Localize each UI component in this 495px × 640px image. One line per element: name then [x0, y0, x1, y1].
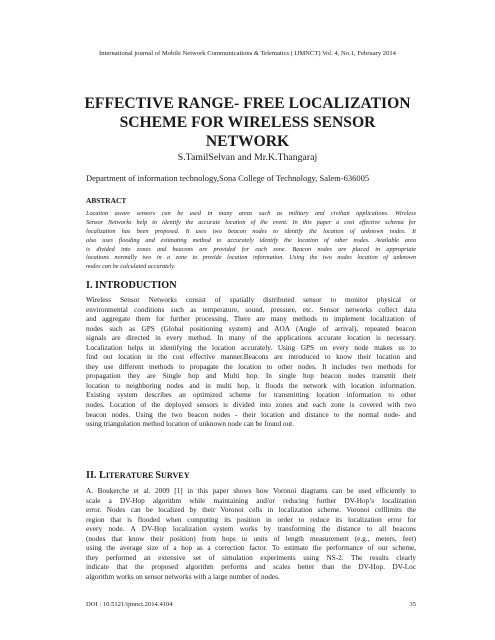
page-number: 35: [409, 601, 416, 608]
body-line: error. Nodes can be localized by their Voronoi cells in localization scheme. Voronoi celllimits the: [86, 506, 416, 515]
abstract-line: is divided into zones and beacons are provided for each zone. Beacon nodes are placed in appropriate: [86, 245, 416, 253]
body-line: environmental conditions such as temperature, sound, pressure, etc. Sensor networks collect data: [86, 305, 416, 314]
body-line: algorithm works on sensor networks with a large number of nodes.: [86, 572, 280, 581]
affiliation: Department of information technology,Sona College of Technology, Salem-636005: [86, 173, 370, 183]
abstract-line: localization has been proposed. It uses two beacon nodes to identify the location of unknown nodes. It: [86, 227, 416, 235]
abstract-body: [86, 210, 416, 272]
body-line: propagation they are Single hop and Multi hop. In single hop beacon nodes transmit their: [86, 372, 416, 381]
title-line: NETWORK: [205, 133, 290, 150]
title-line: SCHEME FOR WIRELESS SENSOR: [119, 114, 376, 131]
body-line: location to neighboring nodes and in multi hop, it floods the network with location information.: [86, 381, 416, 390]
body-line: they use different methods to propagate the location to other nodes. It includes two methods for: [86, 362, 416, 371]
journal-header: International journal of Mobile Network Communications & Telematics ( IJMNCT) Vol. 4, No.1, February 2014: [99, 50, 396, 57]
abstract-line: Sensor Networks help to identify the accurate location of the event. In this paper a cost effective schema for: [86, 218, 416, 226]
body-line: using triangulation method location of unknown node can be found out.: [86, 420, 294, 429]
body-line: find out location in the cost effective manner.Beacons are introduced to know their location and: [86, 353, 416, 362]
body-line: Wireless Sensor Networks consist of spatially distributed sensor to monitor physical or: [86, 296, 416, 304]
body-line: (nodes that know their position) from hops to units of length measurement (e.g., meters, feet): [86, 534, 416, 543]
body-line: nodes such as GPS (Global positioning system) and AOA (Angle of arrival), repeated beacon: [86, 324, 416, 333]
abstract-line: Location aware sensors can be used in many areas such as military and civilian applications. Wireless: [86, 210, 416, 217]
abstract-line: also uses flooding and estimating method to accurately identify the location of other nodes. Available area: [86, 236, 416, 244]
body-line: scale a DV-Hop algorithm while maintaining and/or reducing further DV-Hop’s localization: [86, 496, 416, 505]
body-line: beacon nodes. Using the two beacon nodes - their location and distance to the normal node- and: [86, 410, 416, 419]
heading-part: II. L: [86, 470, 106, 481]
body-line: Localization helps in identifying the location accurately. Using GPS on every node makes us to: [86, 343, 416, 352]
heading-part: S: [155, 470, 162, 481]
abstract-line: locations normally two in a zone to provide location information. Using the two nodes location of unknown: [86, 254, 416, 262]
title-line: EFFECTIVE RANGE- FREE LOCALIZATION: [84, 95, 411, 112]
literature-survey-paragraph: [86, 487, 416, 582]
body-line: and aggregate them for further processing. There are many methods to implement localization of: [86, 315, 416, 324]
doi-text: DOI : 10.5121/ijmnct.2014.4104: [86, 601, 173, 608]
body-line: signals are directed in every method. In many of the applications accurate location is necessary.: [86, 334, 416, 343]
introduction-paragraph: [86, 296, 416, 430]
section-heading-literature-survey: [86, 470, 190, 481]
body-line: they performed an extensive set of simulation experiments using NS-2. The results clearly: [86, 553, 416, 562]
authors: S.TamilSelvan and Mr.K.Thangaraj: [177, 152, 318, 163]
section-heading-introduction: I. INTRODUCTION: [86, 280, 177, 291]
body-line: region that is flooded when computing its position in order to reduce its localization error for: [86, 515, 416, 524]
abstract-line: nodes can be calculated accurately.: [86, 263, 176, 271]
heading-part: ITERATURE: [105, 471, 156, 480]
body-line: nodes. Location of the deployed sensors is divided into zones and each zone is covered with two: [86, 401, 416, 410]
body-line: using the average size of a hop as a correction factor. To estimate the performance of our scheme,: [86, 544, 416, 553]
paper-title: [60, 94, 435, 151]
body-line: A. Boukerche et al. 2009 [1] in this paper shows how Voronoi diagrams can be used efficiently to: [86, 487, 416, 495]
body-line: every node. A DV-Hop localization system works by transforming the distance to all beacons: [86, 525, 416, 534]
heading-part: URVEY: [161, 471, 190, 480]
abstract-heading: ABSTRACT: [86, 196, 127, 205]
body-line: Existing system describes an optimized scheme for transmitting location information to other: [86, 391, 416, 400]
body-line: indicate that the proposed algorithm performs and scales better than the DV-Hop. DV-Loc: [86, 563, 416, 572]
